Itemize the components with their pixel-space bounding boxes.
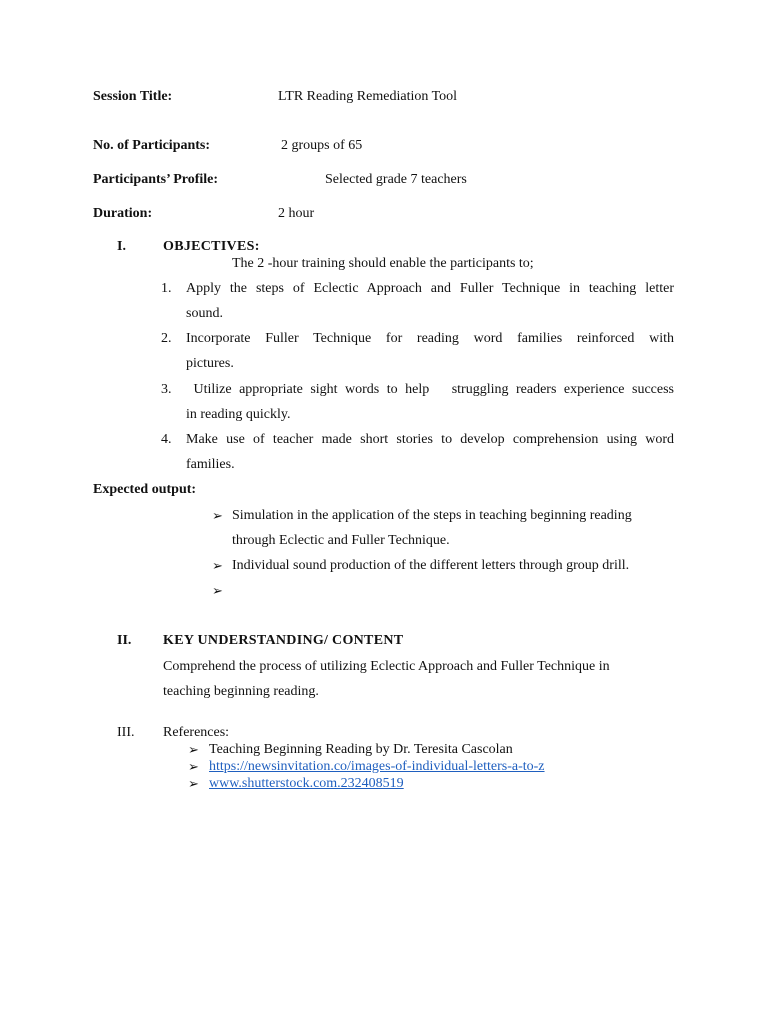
- section-2-line1: Comprehend the process of utilizing Eclectic Approach and Fuller Technique in: [163, 659, 610, 674]
- expected-1-line1: Simulation in the application of the steps in teaching beginning reading: [232, 508, 632, 523]
- objective-1-number: 1.: [161, 281, 172, 296]
- objective-2-line1: Incorporate Fuller Technique for reading word families reinforced with: [186, 331, 674, 346]
- section-3-numeral: III.: [117, 725, 135, 740]
- reference-2-bullet-icon: ➢: [188, 759, 199, 774]
- reference-3-link[interactable]: www.shutterstock.com.232408519: [209, 776, 404, 791]
- objective-2-number: 2.: [161, 331, 172, 346]
- profile-value: Selected grade 7 teachers: [325, 172, 467, 187]
- objective-4-number: 4.: [161, 432, 172, 447]
- participants-value: 2 groups of 65: [281, 138, 363, 153]
- objective-4-line1: Make use of teacher made short stories to develop comprehension using word: [186, 432, 674, 447]
- reference-2-link[interactable]: https://newsinvitation.co/images-of-individual-letters-a-to-z: [209, 759, 545, 774]
- duration-value: 2 hour: [278, 206, 315, 221]
- expected-output-label: Expected output:: [93, 482, 197, 497]
- section-1-title: OBJECTIVES:: [163, 239, 260, 254]
- duration-label: Duration:: [93, 206, 153, 221]
- reference-3-bullet-icon: ➢: [188, 776, 199, 791]
- section-1-numeral: I.: [117, 239, 126, 254]
- objective-1-line1: Apply the steps of Eclectic Approach and Fuller Technique in teaching letter: [186, 281, 674, 296]
- section-2-line2: teaching beginning reading.: [163, 684, 319, 699]
- objective-2-line2: pictures.: [186, 356, 234, 371]
- expected-1-line2: through Eclectic and Fuller Technique.: [232, 533, 450, 548]
- objective-4-line2: families.: [186, 457, 235, 472]
- objective-3-line2: in reading quickly.: [186, 407, 291, 422]
- section-2-title: KEY UNDERSTANDING/ CONTENT: [163, 633, 404, 648]
- objective-3-line1: Utilize appropriate sight words to help struggling readers experience success: [186, 382, 674, 397]
- session-title-value: LTR Reading Remediation Tool: [278, 89, 458, 104]
- objectives-intro: The 2 -hour training should enable the participants to;: [232, 256, 534, 271]
- participants-label: No. of Participants:: [93, 138, 211, 153]
- expected-3-bullet-icon: ➢: [212, 583, 223, 598]
- section-2-numeral: II.: [117, 633, 132, 648]
- reference-1-bullet-icon: ➢: [188, 742, 199, 757]
- objective-1-line2: sound.: [186, 306, 223, 321]
- profile-label: Participants’ Profile:: [93, 172, 219, 187]
- expected-2-line1: Individual sound production of the different letters through group drill.: [232, 558, 630, 573]
- expected-1-bullet-icon: ➢: [212, 508, 223, 523]
- expected-2-bullet-icon: ➢: [212, 558, 223, 573]
- session-title-label: Session Title:: [93, 89, 173, 104]
- objective-3-number: 3.: [161, 382, 172, 397]
- section-3-title: References:: [163, 725, 230, 740]
- reference-1-text: Teaching Beginning Reading by Dr. Teresita Cascolan: [209, 742, 513, 757]
